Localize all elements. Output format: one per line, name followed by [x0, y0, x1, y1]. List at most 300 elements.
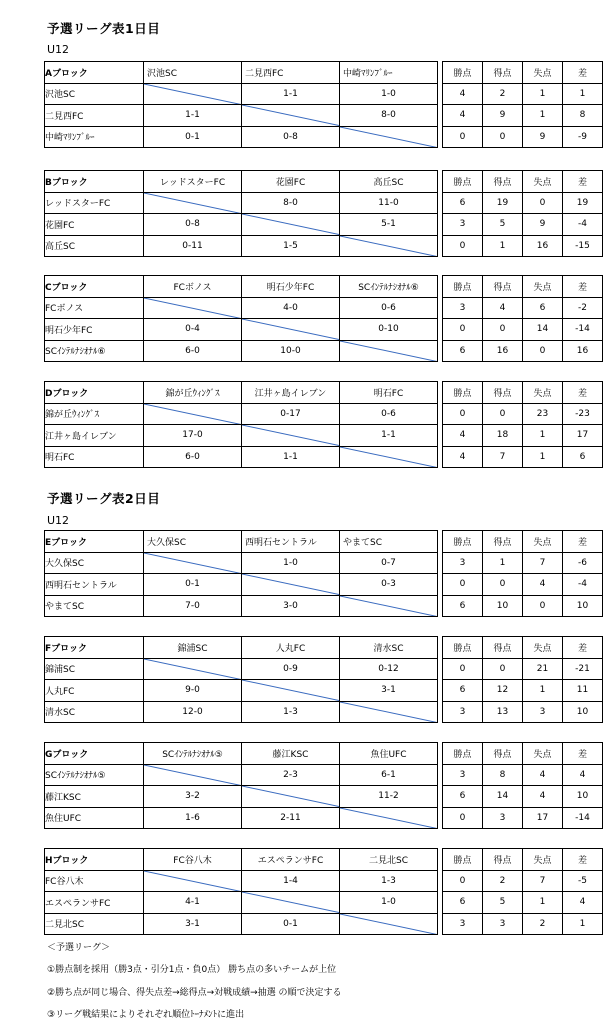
team-row — [45, 574, 603, 596]
stat-value: 5 — [483, 214, 523, 236]
stat-header: 失点 — [523, 743, 563, 765]
diagonal-line — [144, 298, 241, 319]
match-score: 6-0 — [144, 340, 242, 362]
self-match-cell — [144, 83, 242, 105]
block-name: Aブロック — [45, 62, 144, 84]
stat-value: 0 — [523, 192, 563, 214]
stat-value: 19 — [483, 192, 523, 214]
team-row — [45, 340, 603, 362]
match-score: 0-1 — [144, 574, 242, 596]
match-score: 1-0 — [242, 552, 340, 574]
stat-value: -21 — [563, 658, 603, 680]
match-score: 11-2 — [340, 786, 438, 808]
stat-value: 1 — [483, 235, 523, 257]
diagonal-line — [340, 341, 437, 362]
stat-value: 0 — [483, 658, 523, 680]
match-score: 1-4 — [242, 870, 340, 892]
match-score: 3-1 — [340, 680, 438, 702]
opponent-header: 中崎ﾏﾘﾝﾌﾞﾙｰ — [340, 62, 438, 84]
team-name: 錦が丘ｳｨﾝｸﾞｽ — [45, 403, 144, 425]
diagonal-line — [242, 680, 339, 701]
league-block-table — [44, 848, 603, 935]
stat-value: 1 — [523, 105, 563, 127]
diagonal-line — [144, 553, 241, 574]
match-score: 0-3 — [340, 574, 438, 596]
stat-value: 4 — [443, 425, 483, 447]
stat-value: 0 — [443, 807, 483, 829]
stat-value: 0 — [443, 126, 483, 148]
stat-value: 3 — [483, 913, 523, 935]
stat-value: 0 — [483, 319, 523, 341]
stat-header: 勝点 — [443, 743, 483, 765]
team-row — [45, 297, 603, 319]
opponent-header: エスペランサFC — [242, 849, 340, 871]
opponent-header: 人丸FC — [242, 637, 340, 659]
stat-header: 差 — [563, 276, 603, 298]
match-score: 7-0 — [144, 595, 242, 617]
stat-value: 14 — [523, 319, 563, 341]
team-name: 花園FC — [45, 214, 144, 236]
stat-value: 0 — [443, 235, 483, 257]
team-name: 江井ヶ島イレブン — [45, 425, 144, 447]
stat-header: 差 — [563, 62, 603, 84]
stat-header: 差 — [563, 637, 603, 659]
stat-value: 2 — [483, 83, 523, 105]
stat-value: 13 — [483, 701, 523, 723]
stat-header: 得点 — [483, 62, 523, 84]
diagonal-line — [242, 574, 339, 595]
match-score: 1-5 — [242, 235, 340, 257]
match-score: 0-1 — [144, 126, 242, 148]
stat-value: 4 — [523, 574, 563, 596]
opponent-header: SCｲﾝﾃﾙﾅｼｵﾅﾙ⑥ — [340, 276, 438, 298]
diagonal-line — [242, 105, 339, 126]
stat-value: 10 — [563, 786, 603, 808]
match-score: 3-0 — [242, 595, 340, 617]
league-block-table — [44, 170, 603, 257]
opponent-header: 錦浦SC — [144, 637, 242, 659]
block-header-row — [45, 849, 603, 871]
rule-note: ②勝ち点が同じ場合、得失点差→総得点→対戦成績→抽選 の順で決定する — [47, 988, 342, 998]
self-match-cell — [340, 595, 438, 617]
self-match-cell — [242, 425, 340, 447]
stat-header: 勝点 — [443, 382, 483, 404]
team-name: 明石FC — [45, 446, 144, 468]
stat-value: 0 — [443, 574, 483, 596]
diagonal-line — [144, 871, 241, 892]
team-name: 清水SC — [45, 701, 144, 723]
match-score: 8-0 — [340, 105, 438, 127]
opponent-header: 二見北SC — [340, 849, 438, 871]
match-score: 17-0 — [144, 425, 242, 447]
stat-header: 勝点 — [443, 531, 483, 553]
stat-value: 11 — [563, 680, 603, 702]
stat-header: 差 — [563, 171, 603, 193]
block-header-row — [45, 276, 603, 298]
stat-value: 18 — [483, 425, 523, 447]
match-score: 1-3 — [340, 870, 438, 892]
category-label: U12 — [47, 514, 70, 527]
match-score: 1-0 — [340, 892, 438, 914]
opponent-header: 江井ヶ島イレブン — [242, 382, 340, 404]
block-name: Hブロック — [45, 849, 144, 871]
team-name: 高丘SC — [45, 235, 144, 257]
team-row — [45, 680, 603, 702]
team-row — [45, 192, 603, 214]
stat-header: 差 — [563, 743, 603, 765]
stat-value: -23 — [563, 403, 603, 425]
stat-value: 6 — [443, 892, 483, 914]
stat-value: 6 — [443, 340, 483, 362]
stat-value: 3 — [443, 913, 483, 935]
stat-value: 7 — [523, 552, 563, 574]
stat-value: 0 — [523, 340, 563, 362]
stat-value: 1 — [483, 552, 523, 574]
block-header-row — [45, 637, 603, 659]
stat-value: 0 — [443, 870, 483, 892]
stat-value: 0 — [523, 595, 563, 617]
opponent-header: 錦が丘ｳｨﾝｸﾞｽ — [144, 382, 242, 404]
team-name: 明石少年FC — [45, 319, 144, 341]
diagonal-line — [242, 319, 339, 340]
stat-header: 得点 — [483, 849, 523, 871]
opponent-header: 大久保SC — [144, 531, 242, 553]
stat-value: 3 — [443, 701, 483, 723]
match-score: 1-1 — [340, 425, 438, 447]
block-name: Eブロック — [45, 531, 144, 553]
self-match-cell — [242, 574, 340, 596]
self-match-cell — [144, 552, 242, 574]
self-match-cell — [340, 446, 438, 468]
team-row — [45, 701, 603, 723]
stat-value: 9 — [523, 214, 563, 236]
opponent-header: 沢池SC — [144, 62, 242, 84]
block-header-row — [45, 62, 603, 84]
self-match-cell — [242, 319, 340, 341]
opponent-header: やまてSC — [340, 531, 438, 553]
team-row — [45, 214, 603, 236]
stat-header: 得点 — [483, 637, 523, 659]
match-score: 0-6 — [340, 403, 438, 425]
match-score: 0-8 — [242, 126, 340, 148]
opponent-header: 高丘SC — [340, 171, 438, 193]
team-name: 二見西FC — [45, 105, 144, 127]
match-score: 4-1 — [144, 892, 242, 914]
stat-value: 1 — [523, 425, 563, 447]
league-block-table — [44, 381, 603, 468]
diagonal-line — [242, 214, 339, 235]
stat-value: -14 — [563, 319, 603, 341]
team-row — [45, 552, 603, 574]
stat-header: 失点 — [523, 382, 563, 404]
stat-value: 1 — [563, 913, 603, 935]
team-row — [45, 105, 603, 127]
self-match-cell — [242, 105, 340, 127]
stat-value: 10 — [563, 701, 603, 723]
match-score: 4-0 — [242, 297, 340, 319]
stat-header: 差 — [563, 531, 603, 553]
team-name: FCボノス — [45, 297, 144, 319]
stat-header: 勝点 — [443, 276, 483, 298]
stat-value: 3 — [443, 552, 483, 574]
stat-value: -2 — [563, 297, 603, 319]
team-name: エスペランサFC — [45, 892, 144, 914]
league-block-table — [44, 742, 603, 829]
diagonal-line — [242, 892, 339, 913]
self-match-cell — [144, 403, 242, 425]
self-match-cell — [144, 870, 242, 892]
stat-value: 6 — [523, 297, 563, 319]
opponent-header: 花園FC — [242, 171, 340, 193]
block-name: Fブロック — [45, 637, 144, 659]
stat-value: 23 — [523, 403, 563, 425]
stat-value: 2 — [523, 913, 563, 935]
team-name: 大久保SC — [45, 552, 144, 574]
stat-header: 勝点 — [443, 62, 483, 84]
self-match-cell — [242, 214, 340, 236]
stat-header: 失点 — [523, 637, 563, 659]
diagonal-line — [242, 786, 339, 807]
block-name: Dブロック — [45, 382, 144, 404]
stat-value: 6 — [563, 446, 603, 468]
stat-value: 16 — [563, 340, 603, 362]
match-score: 0-11 — [144, 235, 242, 257]
stat-value: 1 — [523, 680, 563, 702]
opponent-header: 清水SC — [340, 637, 438, 659]
match-score: 8-0 — [242, 192, 340, 214]
stat-value: 4 — [523, 786, 563, 808]
match-score: 0-9 — [242, 658, 340, 680]
diagonal-line — [144, 84, 241, 105]
team-name: FC谷八木 — [45, 870, 144, 892]
stat-header: 差 — [563, 382, 603, 404]
match-score: 1-1 — [242, 446, 340, 468]
stat-value: 10 — [563, 595, 603, 617]
league-block-table — [44, 636, 603, 723]
self-match-cell — [340, 126, 438, 148]
opponent-header: SCｲﾝﾃﾙﾅｼｵﾅﾙ⑤ — [144, 743, 242, 765]
team-name: 錦浦SC — [45, 658, 144, 680]
opponent-header: 藤江KSC — [242, 743, 340, 765]
team-name: 人丸FC — [45, 680, 144, 702]
match-score: 1-0 — [340, 83, 438, 105]
team-name: SCｲﾝﾃﾙﾅｼｵﾅﾙ⑥ — [45, 340, 144, 362]
team-row — [45, 807, 603, 829]
stat-value: 5 — [483, 892, 523, 914]
rule-note: ＜予選リーグ＞ — [47, 943, 111, 953]
match-score: 2-3 — [242, 764, 340, 786]
stat-header: 失点 — [523, 276, 563, 298]
self-match-cell — [340, 913, 438, 935]
match-score: 3-1 — [144, 913, 242, 935]
match-score: 9-0 — [144, 680, 242, 702]
stat-value: 0 — [443, 319, 483, 341]
stat-value: 1 — [523, 83, 563, 105]
block-header-row — [45, 743, 603, 765]
opponent-header: 西明石セントラル — [242, 531, 340, 553]
stat-header: 得点 — [483, 743, 523, 765]
match-score: 0-10 — [340, 319, 438, 341]
stat-header: 失点 — [523, 531, 563, 553]
stat-value: 8 — [563, 105, 603, 127]
stat-value: 0 — [483, 403, 523, 425]
stat-value: 1 — [563, 83, 603, 105]
stat-value: 3 — [443, 764, 483, 786]
match-score: 0-12 — [340, 658, 438, 680]
stat-value: 16 — [483, 340, 523, 362]
stat-value: 6 — [443, 680, 483, 702]
stat-header: 失点 — [523, 171, 563, 193]
diagonal-line — [340, 596, 437, 617]
diagonal-line — [144, 193, 241, 214]
match-score: 5-1 — [340, 214, 438, 236]
stat-value: 6 — [443, 192, 483, 214]
stat-value: 12 — [483, 680, 523, 702]
stat-value: 8 — [483, 764, 523, 786]
stat-value: -14 — [563, 807, 603, 829]
team-row — [45, 764, 603, 786]
match-score: 1-3 — [242, 701, 340, 723]
self-match-cell — [340, 807, 438, 829]
stat-header: 差 — [563, 849, 603, 871]
diagonal-line — [144, 659, 241, 680]
stat-value: 0 — [443, 658, 483, 680]
diagonal-line — [144, 765, 241, 786]
stat-value: 0 — [443, 403, 483, 425]
self-match-cell — [340, 340, 438, 362]
stat-value: 0 — [483, 126, 523, 148]
rule-note: ①勝点制を採用（勝3点・引分1点・負0点） 勝ち点の多いチームが上位 — [47, 965, 337, 975]
team-row — [45, 126, 603, 148]
stat-header: 勝点 — [443, 171, 483, 193]
stat-header: 得点 — [483, 531, 523, 553]
block-name: Gブロック — [45, 743, 144, 765]
stat-value: 7 — [523, 870, 563, 892]
stat-value: 2 — [483, 870, 523, 892]
match-score: 11-0 — [340, 192, 438, 214]
stat-header: 失点 — [523, 849, 563, 871]
stat-value: 6 — [443, 786, 483, 808]
match-score: 10-0 — [242, 340, 340, 362]
team-row — [45, 595, 603, 617]
match-score: 3-2 — [144, 786, 242, 808]
category-label: U12 — [47, 43, 70, 56]
team-name: 西明石セントラル — [45, 574, 144, 596]
match-score: 1-6 — [144, 807, 242, 829]
stat-value: 0 — [483, 574, 523, 596]
diagonal-line — [340, 702, 437, 723]
self-match-cell — [144, 658, 242, 680]
team-row — [45, 913, 603, 935]
team-row — [45, 83, 603, 105]
match-score: 6-1 — [340, 764, 438, 786]
league-block-table — [44, 530, 603, 617]
league-block-table — [44, 275, 603, 362]
team-row — [45, 446, 603, 468]
match-score: 0-7 — [340, 552, 438, 574]
stat-header: 得点 — [483, 276, 523, 298]
stat-value: 4 — [443, 83, 483, 105]
team-name: SCｲﾝﾃﾙﾅｼｵﾅﾙ⑤ — [45, 764, 144, 786]
day-title: 予選リーグ表1日目 — [47, 21, 161, 36]
stat-value: 16 — [523, 235, 563, 257]
match-score: 6-0 — [144, 446, 242, 468]
team-name: 中崎ﾏﾘﾝﾌﾞﾙｰ — [45, 126, 144, 148]
match-score: 0-6 — [340, 297, 438, 319]
team-name: 藤江KSC — [45, 786, 144, 808]
diagonal-line — [340, 236, 437, 257]
stat-value: -4 — [563, 214, 603, 236]
diagonal-line — [242, 425, 339, 446]
stat-value: 3 — [443, 297, 483, 319]
block-name: Bブロック — [45, 171, 144, 193]
opponent-header: 二見西FC — [242, 62, 340, 84]
stat-header: 得点 — [483, 171, 523, 193]
self-match-cell — [242, 786, 340, 808]
stat-value: 3 — [523, 701, 563, 723]
team-name: レッドスターFC — [45, 192, 144, 214]
stat-value: -9 — [563, 126, 603, 148]
stat-value: 17 — [523, 807, 563, 829]
stat-value: 3 — [443, 214, 483, 236]
stat-value: -15 — [563, 235, 603, 257]
stat-value: -6 — [563, 552, 603, 574]
self-match-cell — [340, 701, 438, 723]
match-score: 2-11 — [242, 807, 340, 829]
stat-value: 14 — [483, 786, 523, 808]
stat-value: 7 — [483, 446, 523, 468]
self-match-cell — [242, 680, 340, 702]
match-score: 12-0 — [144, 701, 242, 723]
self-match-cell — [144, 297, 242, 319]
team-row — [45, 319, 603, 341]
block-header-row — [45, 171, 603, 193]
team-name: 沢池SC — [45, 83, 144, 105]
block-header-row — [45, 382, 603, 404]
stat-value: 10 — [483, 595, 523, 617]
stat-header: 失点 — [523, 62, 563, 84]
stat-value: -4 — [563, 574, 603, 596]
stat-value: 4 — [443, 446, 483, 468]
self-match-cell — [144, 192, 242, 214]
self-match-cell — [340, 235, 438, 257]
stat-value: 4 — [563, 892, 603, 914]
opponent-header: 明石少年FC — [242, 276, 340, 298]
stat-value: 9 — [523, 126, 563, 148]
day-title: 予選リーグ表2日目 — [47, 491, 161, 506]
team-row — [45, 235, 603, 257]
team-row — [45, 870, 603, 892]
team-name: 二見北SC — [45, 913, 144, 935]
match-score: 0-4 — [144, 319, 242, 341]
match-score: 1-1 — [242, 83, 340, 105]
stat-value: 3 — [483, 807, 523, 829]
stat-header: 勝点 — [443, 849, 483, 871]
team-row — [45, 658, 603, 680]
stat-value: -5 — [563, 870, 603, 892]
diagonal-line — [144, 404, 241, 425]
self-match-cell — [144, 764, 242, 786]
stat-value: 9 — [483, 105, 523, 127]
team-row — [45, 786, 603, 808]
team-row — [45, 892, 603, 914]
team-row — [45, 425, 603, 447]
stat-value: 4 — [483, 297, 523, 319]
stat-value: 1 — [523, 892, 563, 914]
diagonal-line — [340, 808, 437, 829]
team-row — [45, 403, 603, 425]
opponent-header: FCボノス — [144, 276, 242, 298]
